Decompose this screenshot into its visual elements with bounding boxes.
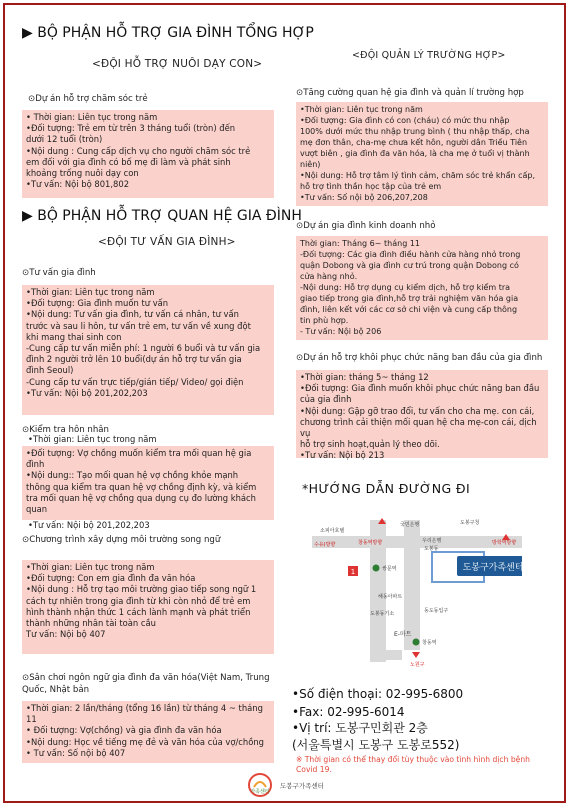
section-title-bilingual: ⊙Chương trình xây dựng môi trường song ngữ [22, 535, 221, 545]
recovery-box: •Thời gian: tháng 5~ tháng 12 •Đối tượng: Gia đình muốn khôi phục chức năng ban đầu của gia đình •Nội dung: Gặp gỡ trao đổi, tư vấn cho cha mẹ. con cái, chương trình cải thiện mối quan hệ cha mẹ-con cái, dịch vụ hỗ trợ sinh hoạt,quản lý theo dõi. •Tư vấn: Nội bộ 213 [296, 370, 548, 458]
marriage-check-box: •Đối tượng: Vợ chồng muốn kiểm tra mối quan hệ gia đình •Nội dung:: Tạo mối quan hệ vợ chồng khỏe mạnh thông qua kiểm tra quan hệ vợ chồng định kỳ, và kiểm tra mối quan hệ vợ chồng qua dụng cụ đo lường khách quan [22, 446, 274, 520]
section-title-language-playground: ⊙Sân chơi ngôn ngữ gia đình đa văn hóa(Việt Nam, Trung [22, 673, 270, 683]
map-label-haedong: 해동아파트 [378, 594, 403, 600]
map-label-dobong-giso: 도봉동기소 [370, 611, 395, 617]
map-label-nowon: 노원구 [410, 662, 425, 668]
title-relationship-support: ▶ BỘ PHẬN HỖ TRỢ QUAN HỆ GIA ĐÌNH [22, 208, 302, 224]
marriage-check-time: •Thời gian: Liên tục trong năm [28, 434, 157, 444]
bilingual-box: •Thời gian: Liên tục trong năm •Đối tượng: Con em gia đình đa văn hóa •Nội dung : Hỗ trợ tạo môi trường giao tiếp song ngữ 1 cách tự nhiên trong gia đình từ khi còn nhỏ để trẻ em hình thành nhận thức 1 cách lành mạnh và phát triển thành những nhân tài toàn cầu Tư vấn: Nội bộ 407 [22, 560, 274, 654]
logo-text: 도봉구가족센터 [280, 782, 324, 790]
contact-phone: •Số điện thoại: 02-995-6800 [292, 687, 464, 701]
title-general-support: ▶ BỘ PHẬN HỖ TRỢ GIA ĐÌNH TỔNG HỢP [22, 25, 314, 41]
language-playground-box: •Thời gian: 2 lần/tháng (tổng 16 lần) từ tháng 4 ~ tháng 11 • Đối tượng: Vợ(chồng) và gia đình đa văn hóa •Nội dung: Học về tiếng mẹ đẻ và văn hóa của vợ/chồng • Tư vấn: Số nội bộ 407 [22, 701, 274, 763]
map-label-ssangmun: 쌍문역 [382, 566, 397, 572]
section-title-marriage-check: ⊙Kiểm tra hôn nhân [22, 425, 110, 435]
subtitle-case-management: <ĐỘI QUẢN LÝ TRƯỜNG HỢP> [352, 50, 506, 61]
map-center-label: 도봉구가족센터 [462, 563, 522, 573]
subtitle-counseling-team: <ĐỘI TƯ VẤN GIA ĐÌNH> [98, 236, 236, 248]
section-title-small-business: ⊙Dự án gia đình kinh doanh nhỏ [296, 221, 436, 231]
directions-title: *HƯỚNG DẪN ĐƯỜNG ĐI [302, 481, 471, 496]
family-counseling-box: •Thời gian: Liên tục trong năm •Đối tượng: Gia đình muốn tư vấn •Nội dung: Tư vấn gia đình, tư vấn cá nhân, tư vấn trước và sau li hôn, tư vấn trẻ em, tư vấn về xung đột khi mang thai sinh con -Cung cấp tư vấn miễn phí: 1 người 6 buổi và tư vấn gia đình 2 người trở lên 10 buổi(dự án hỗ trợ tư vấn gia đình Seoul) -Cung cấp tư vấn trực tiếp/gián tiếp/ Video/ gọi điện •Tư vấn: Nội bộ 201,202,203 [22, 285, 274, 415]
section-title-language-playground-2: Quốc, Nhật bản [22, 685, 90, 695]
childcare-box: • Thời gian: Liên tục trong năm •Đối tượng: Trẻ em từ trên 3 tháng tuổi (tròn) đến dưới 12 tuổi (tròn) •Nội dung : Cung cấp dịch vụ cho người chăm sóc trẻ em đối với gia đình có bố mẹ đi làm và phát sinh khoảng trống nuôi dạy con •Tư vấn: Nội bộ 801,802 [22, 110, 274, 198]
map-label-suyu: 수유(방향 [314, 542, 336, 548]
map-label-dobong-office: 도봉구청 [460, 520, 480, 526]
contact-address: (서울특별시 도봉구 도봉로552) [292, 738, 460, 752]
map-label-kookmin: 국민은행 [400, 522, 420, 528]
map-label-changdong-station: 창동역 [422, 640, 437, 646]
location-map [312, 512, 522, 672]
map-label-changdong-dir: 창동역방향 [358, 540, 383, 546]
section-title-childcare: ⊙Dự án hỗ trợ chăm sóc trẻ [28, 94, 148, 104]
family-center-logo [246, 771, 376, 803]
section-title-recovery: ⊙Dự án hỗ trợ khôi phục chức năng ban đầu của gia đình [296, 353, 543, 363]
map-badge-number: 1 [350, 568, 356, 576]
map-label-woori: 우리은행 [422, 538, 442, 544]
map-label-dobongdong-entrance: 동도동입구 [424, 608, 449, 614]
covid-note-line1: ※ Thời gian có thể thay đổi tùy thuộc vào tình hình dịch bệnh [296, 755, 530, 764]
map-label-emart: E-마트 [394, 631, 412, 638]
marriage-check-consult: •Tư vấn: Nội bộ 201,202,203 [28, 520, 150, 530]
contact-fax: •Fax: 02-995-6014 [292, 705, 405, 719]
map-label-sofia: 소피아호텔 [320, 528, 345, 534]
map-label-dobong-dong: 도봉동 [424, 546, 439, 552]
covid-note-line2: Covid 19. [296, 765, 332, 774]
map-label-banghak: 방학역방향 [492, 540, 517, 546]
small-business-box: Thời gian: Tháng 6~ tháng 11 -Đối tượng: Các gia đình điều hành cửa hàng nhỏ trong quận Dobong và gia đình cư trú trong quận Dobong có cửa hàng nhỏ. -Nội dung: Hỗ trợ dụng cụ kiểm dịch, hỗ trợ kiểm tra giao tiếp trong gia đình,hỗ trợ trải nghiệm văn hóa gia đình, liên kết với các cơ sở chi viện và cung cấp thông tin phù hợp. - Tư vấn: Nội bộ 206 [296, 236, 548, 340]
section-title-case-management: ⊙Tăng cường quan hệ gia đình và quản lí trường hợp [296, 88, 524, 98]
case-management-box: •Thời gian: Liên tục trong năm •Đối tượng: Gia đình có con (cháu) có mức thu nhập 100% dưới mức thu nhập trung bình ( thu nhập thấp, cha mẹ đơn thân, cha-mẹ chưa kết hôn, người dân Triều Tiên vượt biên , gia đình đa văn hóa, là cha mẹ ở tuổi vị thành niên) •Nội dung: Hỗ trợ tâm lý tình cảm, chăm sóc trẻ khẩn cấp, hỗ trợ tình thần học tập của trẻ em •Tư vấn: Số nội bộ 206,207,208 [296, 102, 548, 206]
logo-mark-text: 가족센터 [250, 789, 270, 795]
section-title-family-counseling: ⊙Tư vấn gia đình [22, 268, 96, 278]
contact-location: •Vị trí: 도봉구민회관 2층 [292, 721, 428, 735]
subtitle-parenting-team: <ĐỘI HỖ TRỢ NUÔI DẠY CON> [92, 58, 263, 70]
